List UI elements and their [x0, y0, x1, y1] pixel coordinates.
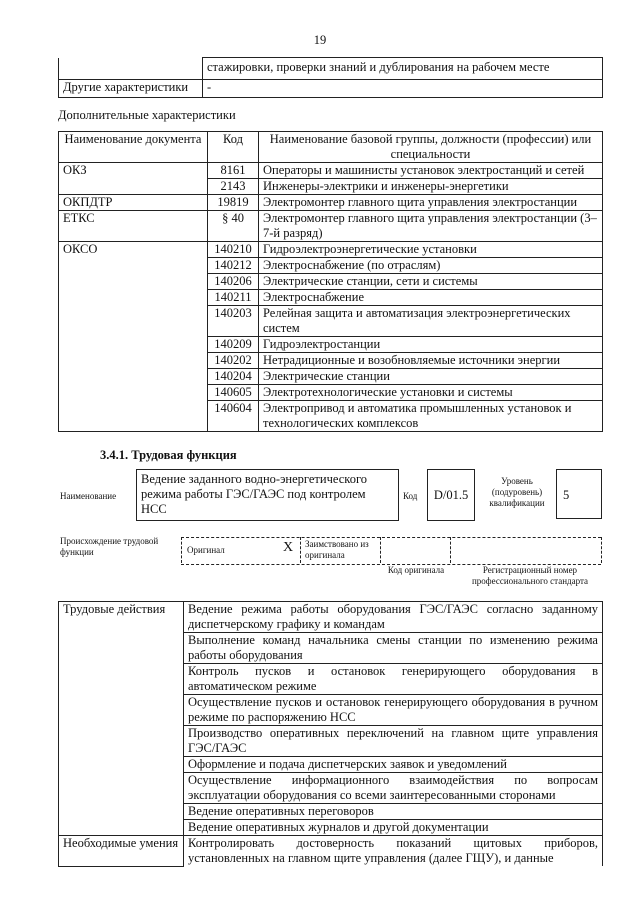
action-item: Ведение оперативных переговоров: [184, 804, 603, 820]
reg-number-caption: Регистрационный номер профессионального стандарта: [471, 565, 589, 586]
top-row-text: стажировки, проверки знаний и дублирования на рабочем месте: [203, 58, 603, 80]
row-doc: ОКСО: [59, 242, 208, 432]
skill-item: Контролировать достоверность показаний щитовых приборов, установленных на главном щите управления (далее ГЩУ), и данные: [184, 836, 603, 867]
row-name: Гидроэлектростанции: [259, 337, 603, 353]
row-code: § 40: [208, 211, 259, 242]
action-item: Осуществление пусков и остановок генерирующего оборудования в ручном режиме по распоряжению НСС: [184, 695, 603, 726]
empty-cell: [59, 58, 203, 80]
row-name: Электрические станции, сети и системы: [259, 274, 603, 290]
origin-divider: [300, 537, 302, 563]
row-code: 140204: [208, 369, 259, 385]
function-code-value: D/01.5: [433, 488, 469, 502]
action-item: Выполнение команд начальника смены станции по изменению режима работы оборудования: [184, 633, 603, 664]
page-number: 19: [313, 33, 327, 47]
other-characteristics-value: -: [203, 80, 603, 98]
additional-characteristics-title: Дополнительные характеристики: [58, 108, 236, 122]
row-code: 140210: [208, 242, 259, 258]
row-code: 140209: [208, 337, 259, 353]
row-code: 140604: [208, 401, 259, 432]
original-label: Оригинал: [187, 545, 225, 555]
row-name: Электроснабжение (по отраслям): [259, 258, 603, 274]
action-item: Осуществление информационного взаимодействия по вопросам эксплуатации оборудования со всеми заинтересованными сторонами: [184, 773, 603, 804]
row-name: Электромонтер главного щита управления электростанции: [259, 195, 603, 211]
other-characteristics-label: Другие характеристики: [59, 80, 203, 98]
origin-divider: [380, 537, 382, 563]
row-name: Электроснабжение: [259, 290, 603, 306]
row-name: Электропривод и автоматика промышленных установок и технологических комплексов: [259, 401, 603, 432]
row-code: 140212: [208, 258, 259, 274]
row-name: Электротехнологические установки и системы: [259, 385, 603, 401]
row-doc: ЕТКС: [59, 211, 208, 242]
row-code: 140206: [208, 274, 259, 290]
row-name: Электромонтер главного щита управления электростанции (3–7-й разряд): [259, 211, 603, 242]
header-doc: Наименование документа: [59, 132, 208, 163]
origin-divider: [601, 537, 603, 563]
function-name-box: [136, 469, 399, 521]
action-item: Ведение оперативных журналов и другой документации: [184, 820, 603, 836]
code-label: Код: [403, 491, 418, 501]
row-name: Инженеры-электрики и инженеры-энергетики: [259, 179, 603, 195]
action-item: Производство оперативных переключений на главном щите управления ГЭС/ГАЭС: [184, 726, 603, 757]
level-label: Уровень (подуровень) квалификации: [489, 476, 545, 508]
header-name: Наименование базовой группы, должности (профессии) или специальности: [259, 132, 603, 163]
labor-actions-table: [58, 601, 603, 867]
row-code: 2143: [208, 179, 259, 195]
function-code-box: [427, 469, 475, 521]
row-code: 140203: [208, 306, 259, 337]
origin-divider: [181, 537, 183, 563]
name-label: Наименование: [60, 491, 117, 501]
top-characteristics-table: [58, 57, 603, 98]
origin-label: Происхождение трудовой функции: [60, 536, 159, 557]
level-value: 5: [563, 488, 570, 502]
header-code: Код: [208, 132, 259, 163]
action-item: Оформление и подача диспетчерских заявок и уведомлений: [184, 757, 603, 773]
actions-label: Трудовые действия: [59, 602, 184, 836]
row-name: Операторы и машинисты установок электростанций и сетей: [259, 163, 603, 179]
row-name: Гидроэлектроэнергетические установки: [259, 242, 603, 258]
row-name: Релейная защита и автоматизация электроэнергетических систем: [259, 306, 603, 337]
row-name: Нетрадиционные и возобновляемые источники энергии: [259, 353, 603, 369]
row-code: 140605: [208, 385, 259, 401]
function-heading: 3.4.1. Трудовая функция: [100, 448, 237, 462]
level-box: [556, 469, 602, 519]
code-original-caption: Код оригинала: [387, 565, 445, 575]
action-item: Контроль пусков и остановок генерирующего оборудования в автоматическом режиме: [184, 664, 603, 695]
action-item: Ведение режима работы оборудования ГЭС/ГАЭС согласно заданному диспетчерскому графику и командам: [184, 602, 603, 633]
origin-row: [181, 537, 601, 565]
row-doc: ОКЗ: [59, 163, 208, 195]
row-doc: ОКПДТР: [59, 195, 208, 211]
borrowed-label: Заимствовано из оригинала: [305, 539, 369, 560]
origin-divider: [450, 537, 452, 563]
row-code: 140211: [208, 290, 259, 306]
row-name: Электрические станции: [259, 369, 603, 385]
row-code: 140202: [208, 353, 259, 369]
skills-label: Необходимые умения: [59, 836, 184, 867]
row-code: 19819: [208, 195, 259, 211]
row-code: 8161: [208, 163, 259, 179]
additional-characteristics-table: [58, 131, 603, 432]
original-mark: X: [283, 540, 294, 555]
function-name-value: Ведение заданного водно-энергетического режима работы ГЭС/ГАЭС под контролем НСС: [141, 472, 368, 516]
